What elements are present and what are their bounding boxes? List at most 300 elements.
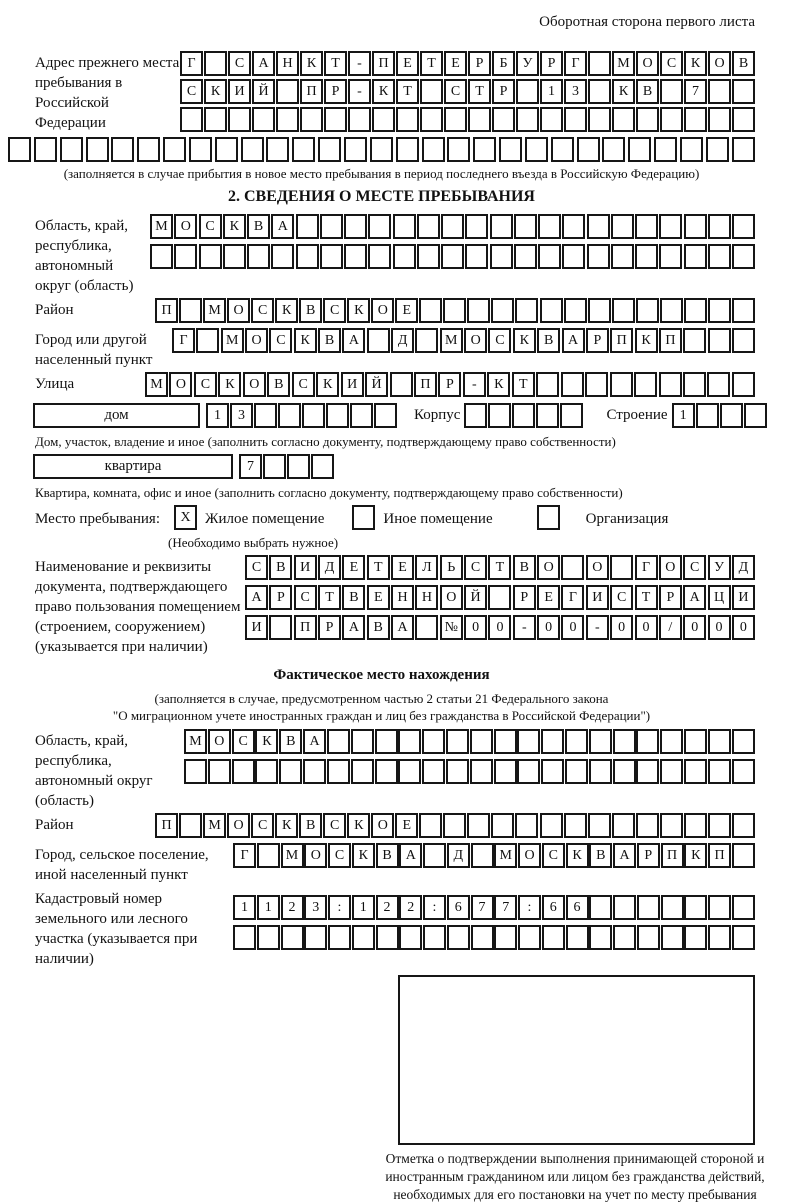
actual-region-row (8, 729, 755, 811)
char-cell: В (299, 298, 322, 323)
char-cell: П (155, 298, 178, 323)
char-cell: К (566, 843, 589, 868)
char-cell (611, 244, 634, 269)
char-cell: О (440, 585, 463, 610)
char-cell (199, 244, 222, 269)
char-cell (732, 244, 755, 269)
char-cell (398, 759, 421, 784)
char-cell (518, 925, 541, 950)
char-row (150, 214, 755, 239)
char-cell: В (513, 555, 536, 580)
char-row (180, 79, 755, 104)
char-cell (393, 214, 416, 239)
char-cell: Р (269, 585, 292, 610)
char-cell (537, 505, 560, 530)
char-cell (303, 759, 326, 784)
char-cell: К (275, 813, 298, 838)
char-cell (515, 813, 538, 838)
char-cell: И (245, 615, 268, 640)
char-cell: К (294, 328, 317, 353)
char-cell (488, 585, 511, 610)
char-cell: - (348, 79, 371, 104)
char-cell (732, 925, 755, 950)
char-cell (636, 759, 659, 784)
char-cell (232, 759, 255, 784)
char-cell: А (271, 214, 294, 239)
char-cell: К (352, 843, 375, 868)
char-cell (588, 298, 611, 323)
char-cell: Т (468, 79, 491, 104)
char-cell (499, 137, 522, 162)
char-cell (311, 454, 334, 479)
char-cell (443, 813, 466, 838)
char-cell: 0 (488, 615, 511, 640)
char-cell (441, 244, 464, 269)
char-cell (634, 372, 657, 397)
char-cell: Т (318, 585, 341, 610)
char-cell (613, 895, 636, 920)
char-cell (137, 137, 160, 162)
char-cell: М (145, 372, 168, 397)
char-cell: О (304, 843, 327, 868)
char-row (245, 585, 755, 610)
char-cell (491, 298, 514, 323)
char-cell (538, 244, 561, 269)
char-cell (732, 843, 755, 868)
korpus-label: Корпус (414, 407, 461, 423)
char-cell (683, 372, 706, 397)
char-cell: И (228, 79, 251, 104)
char-cell: Р (637, 843, 660, 868)
char-cell (589, 759, 612, 784)
actual-city-row (8, 843, 755, 885)
char-cell (494, 925, 517, 950)
char-cell: Б (492, 51, 515, 76)
char-cell (536, 372, 559, 397)
char-cell: О (174, 214, 197, 239)
char-cell (636, 298, 659, 323)
char-cell: С (180, 79, 203, 104)
char-cell (257, 925, 280, 950)
house-number-cells (206, 403, 398, 428)
char-cell (610, 555, 633, 580)
char-cell: К (612, 79, 635, 104)
char-cell: О (586, 555, 609, 580)
actual-district-label: Район (35, 817, 74, 833)
char-cell (588, 107, 611, 132)
char-cell (196, 328, 219, 353)
char-cell: Е (396, 51, 419, 76)
char-cell: А (562, 328, 585, 353)
street-label: Улица (35, 376, 75, 392)
char-cell: О (245, 328, 268, 353)
char-cell: Е (391, 555, 414, 580)
char-cell (464, 403, 487, 428)
char-cell (468, 107, 491, 132)
char-cell: Т (512, 372, 535, 397)
char-cell: М (150, 214, 173, 239)
char-cell (179, 813, 202, 838)
char-cell (684, 729, 707, 754)
char-cell (208, 759, 231, 784)
char-cell: К (684, 843, 707, 868)
char-cell: 6 (447, 895, 470, 920)
char-cell: 0 (464, 615, 487, 640)
char-cell: С (660, 51, 683, 76)
char-cell (661, 925, 684, 950)
char-cell (551, 137, 574, 162)
char-cell: Г (233, 843, 256, 868)
char-cell: 0 (610, 615, 633, 640)
char-cell: С (683, 555, 706, 580)
char-cell: А (391, 615, 414, 640)
char-cell (417, 214, 440, 239)
char-cell: Ц (708, 585, 731, 610)
char-cell (587, 244, 610, 269)
char-cell: М (203, 298, 226, 323)
house-row (33, 403, 755, 431)
char-cell: И (341, 372, 364, 397)
char-cell (327, 759, 350, 784)
char-cell (660, 107, 683, 132)
char-cell (696, 403, 719, 428)
char-cell (636, 813, 659, 838)
house-rect-label: дом (33, 403, 200, 428)
char-cell: К (255, 729, 278, 754)
stay-type-label: Место пребывания: (35, 510, 160, 527)
char-cell (420, 107, 443, 132)
char-cell: 1 (672, 403, 695, 428)
char-cell: С (542, 843, 565, 868)
char-cell (540, 813, 563, 838)
char-cell: Т (635, 585, 658, 610)
char-cell (514, 244, 537, 269)
char-cell (612, 107, 635, 132)
char-cell (708, 79, 731, 104)
cadastre-label: Кадастровый номер земельного или лесного участка (указывается при наличии) (35, 891, 198, 967)
char-cell: О (243, 372, 266, 397)
char-cell (512, 403, 535, 428)
char-cell: В (342, 585, 365, 610)
prev-address-cells (180, 51, 755, 135)
char-cell (588, 813, 611, 838)
char-cell (684, 244, 707, 269)
char-cell (680, 137, 703, 162)
char-cell (732, 137, 755, 162)
char-cell (565, 729, 588, 754)
char-cell: С (251, 813, 274, 838)
char-cell: Т (488, 555, 511, 580)
char-cell: А (252, 51, 275, 76)
char-cell: 2 (281, 895, 304, 920)
residential-label: Жилое помещение (205, 510, 325, 527)
char-cell: Л (415, 555, 438, 580)
choose-note: (Необходимо выбрать нужное) (168, 535, 339, 550)
char-cell: 1 (206, 403, 229, 428)
char-cell: К (316, 372, 339, 397)
apartment-caption: Квартира, комната, офис и иное (заполнить согласно документу, подтверждающему право собственности) (35, 485, 623, 500)
char-cell (423, 843, 446, 868)
region-label: Область, край, республика, автономный округ (область) (35, 218, 134, 294)
char-cell: О (371, 298, 394, 323)
stay-type-option-organization (523, 505, 669, 533)
char-row (184, 729, 755, 754)
char-cell (588, 79, 611, 104)
char-cell: И (732, 585, 755, 610)
char-cell (684, 925, 707, 950)
char-cell: В (247, 214, 270, 239)
char-cell (589, 925, 612, 950)
char-cell (269, 615, 292, 640)
char-cell: С (323, 813, 346, 838)
char-cell: С (488, 328, 511, 353)
char-cell (465, 214, 488, 239)
char-cell: М (494, 843, 517, 868)
char-cell: П (659, 328, 682, 353)
char-cell: 3 (230, 403, 253, 428)
prev-address-row (8, 51, 755, 135)
char-cell: В (299, 813, 322, 838)
char-cell (367, 328, 390, 353)
char-cell (276, 79, 299, 104)
organization-label: Организация (585, 510, 669, 527)
char-cell: С (464, 555, 487, 580)
char-cell (111, 137, 134, 162)
char-cell: К (347, 298, 370, 323)
char-cell: П (372, 51, 395, 76)
char-cell (660, 298, 683, 323)
char-cell: 2 (399, 895, 422, 920)
char-cell (300, 107, 323, 132)
char-cell (247, 244, 270, 269)
char-cell: 0 (732, 615, 755, 640)
char-cell: С (323, 298, 346, 323)
char-cell (390, 372, 413, 397)
char-cell (538, 214, 561, 239)
char-cell (223, 244, 246, 269)
char-cell (732, 79, 755, 104)
char-cell: В (269, 555, 292, 580)
char-cell (660, 813, 683, 838)
char-cell: 6 (566, 895, 589, 920)
char-cell: Ь (440, 555, 463, 580)
city-row (8, 328, 755, 370)
char-cell: П (661, 843, 684, 868)
char-cell (536, 403, 559, 428)
char-cell: 0 (561, 615, 584, 640)
char-cell: К (684, 51, 707, 76)
char-cell: Г (635, 555, 658, 580)
actual-city-label: Город, сельское поселение, иной населенный пункт (35, 847, 209, 883)
char-cell: 3 (304, 895, 327, 920)
char-cell (492, 107, 515, 132)
char-cell: М (221, 328, 244, 353)
char-cell: К (635, 328, 658, 353)
char-cell: В (279, 729, 302, 754)
char-cell (636, 729, 659, 754)
char-cell: В (376, 843, 399, 868)
char-cell (708, 328, 731, 353)
section2-heading: 2. СВЕДЕНИЯ О МЕСТЕ ПРЕБЫВАНИЯ (228, 188, 535, 205)
cadastre-cells (233, 887, 755, 953)
char-cell (560, 403, 583, 428)
char-cell (320, 214, 343, 239)
char-cell (613, 729, 636, 754)
char-cell (542, 925, 565, 950)
district-row (8, 298, 755, 326)
char-cell: 3 (564, 79, 587, 104)
char-cell (707, 372, 730, 397)
char-cell: С (251, 298, 274, 323)
char-cell (399, 925, 422, 950)
char-cell (447, 137, 470, 162)
char-cell (732, 107, 755, 132)
char-cell (368, 244, 391, 269)
char-cell: А (245, 585, 268, 610)
char-cell: И (586, 585, 609, 610)
char-cell (189, 137, 212, 162)
char-cell (494, 759, 517, 784)
char-cell (292, 137, 315, 162)
char-cell: П (300, 79, 323, 104)
char-cell: К (223, 214, 246, 239)
char-cell (215, 137, 238, 162)
char-cell: : (518, 895, 541, 920)
char-cell (515, 298, 538, 323)
char-cell: Р (540, 51, 563, 76)
char-cell (370, 137, 393, 162)
char-cell: X (174, 505, 197, 530)
stamp-caption: Отметка о подтверждении выполнения принимающей стороной и иностранным гражданином или лицом без гражданства действий, необходимых для его постановки на учет по месту пребывания (385, 1151, 765, 1202)
char-cell (564, 813, 587, 838)
document-label: Наименование и реквизиты документа, подтверждающего право пользования помещением (строением, сооружением) (указывается при наличии) (35, 559, 241, 655)
char-cell: Т (420, 51, 443, 76)
char-cell: Р (438, 372, 461, 397)
char-cell (491, 813, 514, 838)
char-cell (150, 244, 173, 269)
char-cell: 7 (239, 454, 262, 479)
char-cell: 6 (542, 895, 565, 920)
char-cell: М (440, 328, 463, 353)
char-cell (561, 372, 584, 397)
char-cell (637, 895, 660, 920)
char-cell (228, 107, 251, 132)
char-cell (654, 137, 677, 162)
char-cell (635, 244, 658, 269)
region-row (8, 214, 755, 296)
char-cell (180, 107, 203, 132)
stay-type-row (35, 505, 755, 533)
char-cell: У (516, 51, 539, 76)
char-cell: С (269, 328, 292, 353)
char-row (180, 51, 755, 76)
char-cell (415, 615, 438, 640)
char-cell (708, 244, 731, 269)
stay-type-option-other (338, 505, 492, 533)
char-cell (263, 454, 286, 479)
char-cell (446, 759, 469, 784)
char-cell (344, 214, 367, 239)
char-cell (659, 244, 682, 269)
char-cell: П (294, 615, 317, 640)
char-cell: Т (324, 51, 347, 76)
char-row (245, 555, 755, 580)
district-label: Район (35, 302, 74, 318)
char-cell (612, 298, 635, 323)
char-cell (732, 759, 755, 784)
char-cell: В (267, 372, 290, 397)
char-cell: К (513, 328, 536, 353)
char-cell (577, 137, 600, 162)
char-cell: 2 (376, 895, 399, 920)
char-row (145, 372, 755, 397)
actual-location-note1: (заполняется в случае, предусмотренном частью 2 статьи 21 Федерального закона (154, 691, 609, 706)
char-cell: О (708, 51, 731, 76)
char-cell (423, 925, 446, 950)
stamp-area (385, 975, 765, 1204)
char-row (150, 244, 755, 269)
char-cell (635, 214, 658, 239)
char-cell (471, 843, 494, 868)
document-cells (245, 555, 755, 643)
char-cell (612, 813, 635, 838)
char-cell (602, 137, 625, 162)
region-cells (150, 214, 755, 272)
char-cell (732, 298, 755, 323)
char-cell (344, 244, 367, 269)
char-cell (287, 454, 310, 479)
char-row (233, 895, 755, 920)
char-cell (447, 925, 470, 950)
char-cell: О (636, 51, 659, 76)
char-cell (564, 107, 587, 132)
char-cell (465, 244, 488, 269)
other-checkbox (338, 505, 383, 530)
char-cell (417, 244, 440, 269)
char-cell (684, 107, 707, 132)
char-cell: А (683, 585, 706, 610)
char-cell: С (610, 585, 633, 610)
char-cell (706, 137, 729, 162)
char-cell: : (328, 895, 351, 920)
char-cell (659, 214, 682, 239)
korpus-cells (464, 403, 584, 428)
char-row (233, 843, 755, 868)
char-cell (732, 895, 755, 920)
char-cell: Р (492, 79, 515, 104)
char-cell (660, 729, 683, 754)
other-label: Иное помещение (383, 510, 493, 527)
char-cell: Р (586, 328, 609, 353)
char-cell: Н (391, 585, 414, 610)
char-cell (636, 107, 659, 132)
char-cell (348, 107, 371, 132)
char-cell: О (371, 813, 394, 838)
char-row (184, 759, 755, 784)
char-cell: 7 (684, 79, 707, 104)
char-cell (708, 107, 731, 132)
char-cell: В (367, 615, 390, 640)
actual-region-cells (184, 729, 755, 787)
char-cell (279, 759, 302, 784)
char-cell (514, 214, 537, 239)
char-cell (708, 895, 731, 920)
actual-location-heading: Фактическое место нахождения (273, 667, 490, 683)
char-cell: С (294, 585, 317, 610)
char-cell: А (613, 843, 636, 868)
char-cell (351, 729, 374, 754)
char-cell (684, 759, 707, 784)
